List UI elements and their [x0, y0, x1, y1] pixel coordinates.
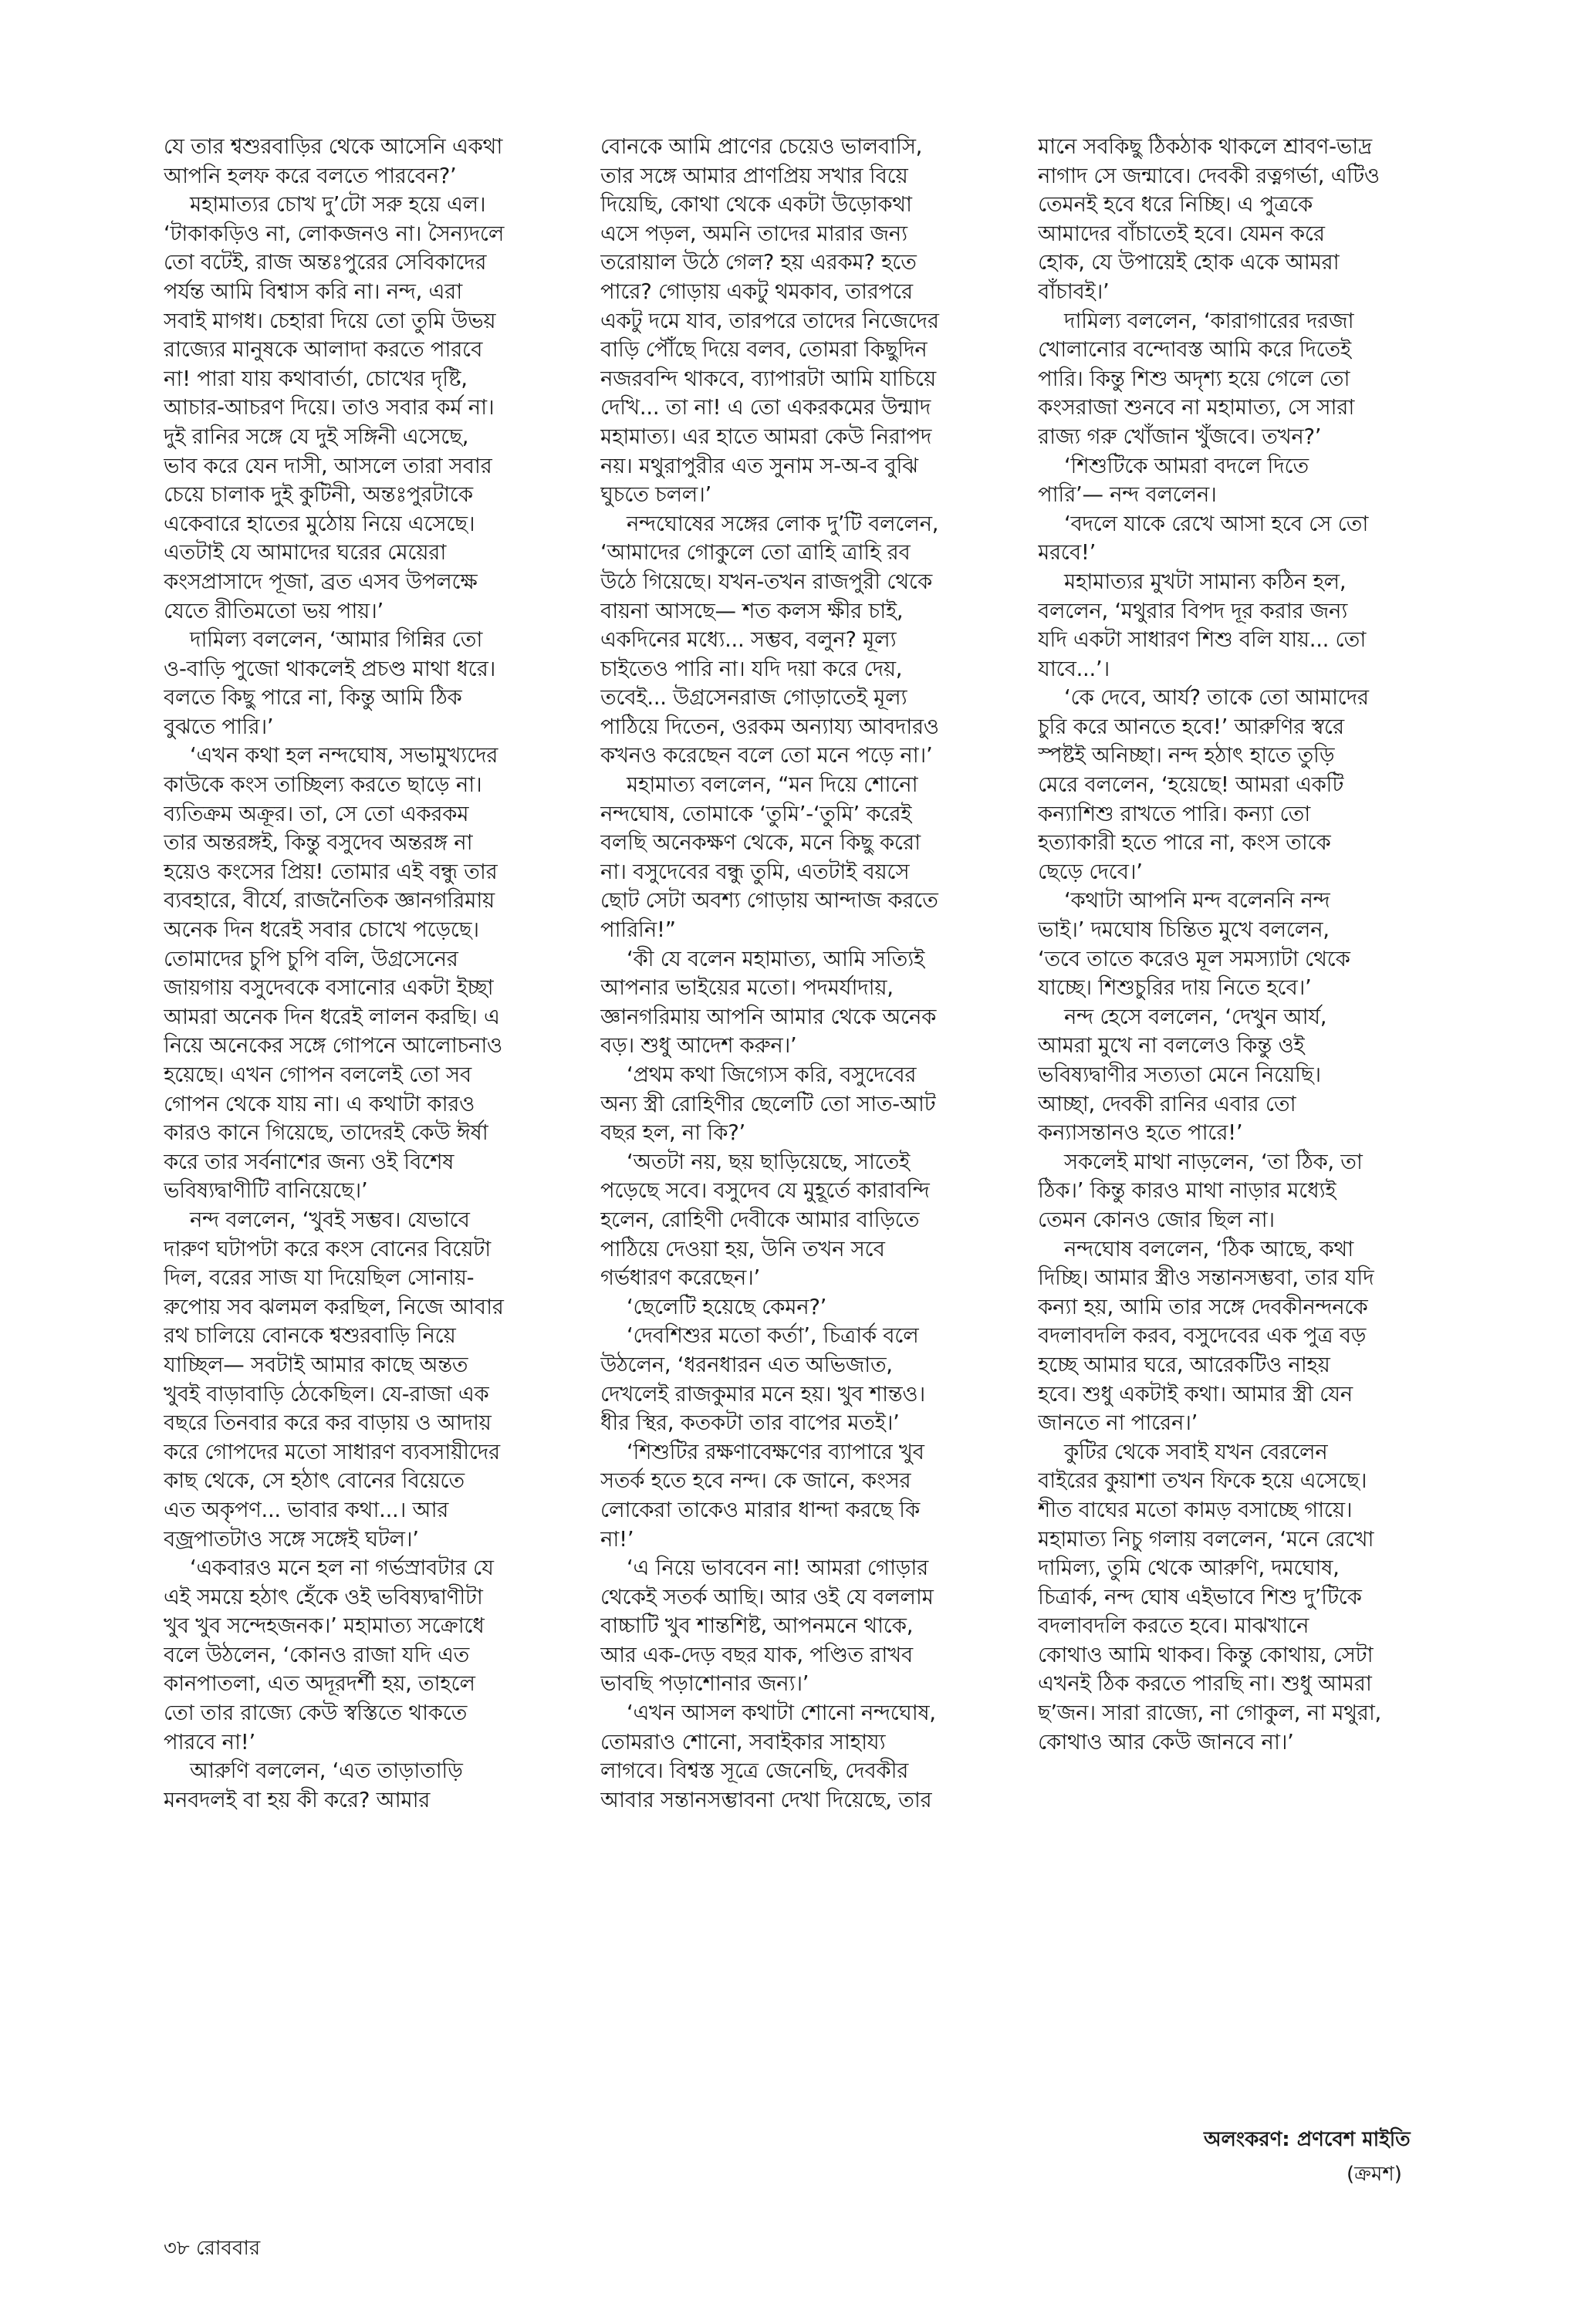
text-line: চেয়ে চালাক দুই কুটিনী, অন্তঃপুরটাকে — [164, 482, 473, 508]
text-line: বছর হল, না কি?’ — [600, 1120, 745, 1146]
text-line: তো বটেই, রাজ অন্তঃপুরের সেবিকাদের — [164, 250, 487, 275]
text-line: হচ্ছে আমার ঘরে, আরেকটিও নাহয় — [1038, 1352, 1330, 1377]
text-line: তোমাদের চুপি চুপি বলি, উগ্রসেনের — [164, 946, 458, 971]
text-line: ভাই।’ দমঘোষ চিন্তিত মুখে বললেন, — [1038, 917, 1330, 943]
text-line: ‘দেবশিশুর মতো কর্তা’, চিত্রার্ক বলে — [627, 1323, 919, 1349]
text-line: হত্যাকারী হতে পারে না, কংস তাকে — [1038, 830, 1331, 856]
text-line: এই সময়ে হঠাৎ হেঁকে ওই ভবিষ্যদ্বাণীটা — [164, 1584, 483, 1610]
text-line: ‘শিশুটির রক্ষণাবেক্ষণের ব্যাপারে খুব — [627, 1439, 924, 1464]
text-line: একেবারে হাতের মুঠোয় নিয়ে এসেছে। — [164, 511, 475, 536]
text-line: কখনও করেছেন বলে তো মনে পড়ে না।’ — [600, 743, 933, 768]
text-line: হোক, যে উপায়েই হোক একে আমরা — [1038, 250, 1340, 275]
text-line: নন্দঘোষ বললেন, ‘ঠিক আছে, কথা — [1064, 1236, 1353, 1262]
text-line: যেতে রীতিমতো ভয় পায়।’ — [164, 598, 384, 623]
text-line: হয়েও কংসের প্রিয়! তোমার এই বন্ধু তার — [164, 859, 498, 884]
text-line: দারুণ ঘটাপটা করে কংস বোনের বিয়েটা — [164, 1236, 491, 1262]
text-line: অন্য স্ত্রী রোহিণীর ছেলেটি তো সাত-আট — [600, 1091, 936, 1116]
text-line: পারি’— নন্দ বললেন। — [1038, 482, 1217, 508]
text-line: করে তার সর্বনাশের জন্য ওই বিশেষ — [164, 1149, 455, 1174]
text-line: বলতে কিছু পারে না, কিন্তু আমি ঠিক — [164, 685, 462, 711]
text-line: কন্যা হয়, আমি তার সঙ্গে দেবকীনন্দনকে — [1038, 1294, 1368, 1319]
page-folio: ৩৮ রোববার — [164, 2237, 261, 2260]
text-line: ভাব করে যেন দাসী, আসলে তারা সবার — [164, 453, 492, 478]
text-line: পাঠিয়ে দিতেন, ওরকম অন্যায্য আবদারও — [600, 714, 939, 739]
text-line: চিত্রার্ক, নন্দ ঘোষ এইভাবে শিশু দু’টিকে — [1038, 1584, 1362, 1610]
text-line: ‘এখন কথা হল নন্দঘোষ, সভামুখ্যদের — [190, 743, 498, 768]
text-line: ‘কথাটা আপনি মন্দ বলেননি নন্দ — [1064, 888, 1330, 914]
text-line: দিয়েছি, কোথা থেকে একটা উড়োকথা — [600, 192, 912, 218]
text-line: তো তার রাজ্যে কেউ স্বস্তিতে থাকতে — [164, 1701, 468, 1726]
text-line: বাঁচাবই।’ — [1038, 279, 1110, 304]
text-line: তরোয়াল উঠে গেল? হয় এরকম? হতে — [600, 250, 917, 275]
text-line: বছরে তিনবার করে কর বাড়ায় ও আদায় — [164, 1410, 492, 1436]
text-line: বদলাবদলি করব, বসুদেবের এক পুত্র বড় — [1038, 1323, 1367, 1349]
text-line: তেমনই হবে ধরে নিচ্ছি। এ পুত্রকে — [1038, 192, 1313, 218]
text-line: মহামাত্যর মুখটা সামান্য কঠিন হল, — [1064, 569, 1347, 594]
text-line: ‘তবে তাতে করেও মূল সমস্যাটা থেকে — [1038, 946, 1350, 971]
text-line: বড়। শুধু আদেশ করুন।’ — [600, 1033, 797, 1059]
text-line: ও-বাড়ি পুজো থাকলেই প্রচণ্ড মাথা ধরে। — [164, 656, 496, 681]
text-line: না! পারা যায় কথাবার্তা, চোখের দৃষ্টি, — [164, 366, 468, 391]
text-line: হবে। শুধু একটাই কথা। আমার স্ত্রী যেন — [1038, 1381, 1353, 1407]
text-line: বদলাবদলি করতে হবে। মাঝখানে — [1038, 1613, 1309, 1639]
text-line: এত অকৃপণ... ভাবার কথা...। আর — [164, 1497, 449, 1522]
text-line: লাগবে। বিশ্বস্ত সূত্রে জেনেছি, দেবকীর — [600, 1758, 909, 1784]
text-line: নন্দঘোষ, তোমাকে ‘তুমি’-‘তুমি’ করেই — [600, 801, 912, 826]
text-line: দিচ্ছি। আমার স্ত্রীও সন্তানসম্ভবা, তার যদি — [1038, 1265, 1374, 1291]
text-line: ভবিষ্যদ্বাণীটি বানিয়েছে।’ — [164, 1178, 368, 1204]
text-line: বায়না আসছে— শত কলস ক্ষীর চাই, — [600, 598, 904, 623]
text-line: ছেড়ে দেবে।’ — [1038, 859, 1143, 884]
text-line: সকলেই মাথা নাড়লেন, ‘তা ঠিক, তা — [1064, 1149, 1363, 1174]
text-line: আরুণি বললেন, ‘এত তাড়াতাড়ি — [190, 1758, 463, 1784]
text-line: অনেক দিন ধরেই সবার চোখে পড়েছে। — [164, 917, 479, 943]
text-line: তার সঙ্গে আমার প্রাণপ্রিয় সখার বিয়ে — [600, 163, 908, 188]
text-line: কন্যাসন্তানও হতে পারে!’ — [1038, 1120, 1243, 1146]
text-line: যে তার শ্বশুরবাড়ির থেকে আসেনি একথা — [164, 134, 503, 159]
text-line: রাজ্যের মানুষকে আলাদা করতে পারবে — [164, 337, 483, 363]
text-line: বজ্রপাতটাও সঙ্গে সঙ্গেই ঘটল।’ — [164, 1526, 419, 1552]
text-line: থেকেই সতর্ক আছি। আর ওই যে বললাম — [600, 1584, 934, 1610]
text-line: নন্দ বললেন, ‘খুবই সম্ভব। যেভাবে — [190, 1207, 470, 1232]
text-line: যদি একটা সাধারণ শিশু বলি যায়... তো — [1038, 627, 1366, 653]
text-column-1 — [164, 133, 627, 1815]
text-line: সতর্ক হতে হবে নন্দ। কে জানে, কংসর — [600, 1468, 911, 1494]
text-line: করে গোপদের মতো সাধারণ ব্যবসায়ীদের — [164, 1439, 500, 1464]
text-line: ‘বদলে যাকে রেখে আসা হবে সে তো — [1064, 511, 1369, 536]
text-line: পারে? গোড়ায় একটু থমকাব, তারপরে — [600, 279, 913, 304]
text-line: কন্যাশিশু রাখতে পারি। কন্যা তো — [1038, 801, 1310, 826]
text-line: বলছি অনেকক্ষণ থেকে, মনে কিছু করো — [600, 830, 921, 856]
text-line: বুঝতে পারি।’ — [164, 714, 274, 739]
text-line: দেখলেই রাজকুমার মনে হয়। খুব শান্তও। — [600, 1381, 925, 1407]
text-line: ঠিক।’ কিন্তু কারও মাথা নাড়ার মধ্যেই — [1038, 1178, 1336, 1204]
text-line: এতটাই যে আমাদের ঘরের মেয়েরা — [164, 540, 447, 566]
text-line: এসে পড়ল, অমনি তাদের মারার জন্য — [600, 221, 907, 246]
text-column-3 — [1038, 133, 1501, 1757]
text-line: কোথাও আমি থাকব। কিন্তু কোথায়, সেটা — [1038, 1642, 1374, 1667]
text-line: বাড়ি পৌঁছে দিয়ে বলব, তোমরা কিছুদিন — [600, 337, 928, 363]
text-line: মানে সবকিছু ঠিকঠাক থাকলে শ্রাবণ-ভাদ্র — [1038, 134, 1372, 159]
continued-marker: (ক্রমশ) — [1347, 2163, 1402, 2186]
text-line: স্পষ্টই অনিচ্ছা। নন্দ হঠাৎ হাতে তুড়ি — [1038, 743, 1335, 768]
text-line: ‘প্রথম কথা জিগ্যেস করি, বসুদেবের — [627, 1062, 917, 1087]
text-line: আপনার ভাইয়ের মতো। পদমর্যাদায়, — [600, 975, 894, 1001]
text-line: দামিল্য বললেন, ‘কারাগারের দরজা — [1064, 308, 1354, 333]
text-line: বাইরের কুয়াশা তখন ফিকে হয়ে এসেছে। — [1038, 1468, 1367, 1494]
text-line: বাচ্চাটি খুব শান্তশিষ্ট, আপনমনে থাকে, — [600, 1613, 914, 1639]
text-line: তোমরাও শোনো, সবাইকার সাহায্য — [600, 1729, 886, 1755]
text-line: ‘এখন আসল কথাটা শোনো নন্দঘোষ, — [627, 1701, 936, 1726]
text-line: না!’ — [600, 1526, 634, 1552]
text-line: আমাদের বাঁচাতেই হবে। যেমন করে — [1038, 221, 1325, 246]
text-line: আমরা মুখে না বললেও কিন্তু ওই — [1038, 1033, 1305, 1059]
text-line: আচ্ছা, দেবকী রানির এবার তো — [1038, 1091, 1296, 1116]
text-line: খোলানোর বন্দোবস্ত আমি করে দিতেই — [1038, 337, 1351, 363]
text-line: রুপোয় সব ঝলমল করছিল, নিজে আবার — [164, 1294, 504, 1319]
text-line: পর্যন্ত আমি বিশ্বাস করি না। নন্দ, এরা — [164, 279, 462, 304]
text-line: মহামাত্যর চোখ দু’টো সরু হয়ে এল। — [190, 192, 486, 218]
text-line: পারবে না!’ — [164, 1729, 255, 1755]
text-line: আপনি হলফ করে বলতে পারবেন?’ — [164, 163, 457, 188]
text-line: ‘শিশুটিকে আমরা বদলে দিতে — [1064, 453, 1309, 478]
text-line: ঘুচতে চলল।’ — [600, 482, 711, 508]
text-line: চুরি করে আনতে হবে!’ আরুণির স্বরে — [1038, 714, 1344, 739]
text-line: খুবই বাড়াবাড়ি ঠেকেছিল। যে-রাজা এক — [164, 1381, 489, 1407]
text-line: বললেন, ‘মথুরার বিপদ দূর করার জন্য — [1038, 598, 1348, 623]
text-line: কোথাও আর কেউ জানবে না।’ — [1038, 1729, 1294, 1755]
text-line: ধীর স্থির, কতকটা তার বাপের মতই।’ — [600, 1410, 900, 1436]
text-line: ভাবছি পড়াশোনার জন্য।’ — [600, 1671, 809, 1697]
text-line: আচার-আচরণ দিয়ে। তাও সবার কর্ম না। — [164, 395, 495, 421]
text-line: ছ’জন। সারা রাজ্যে, না গোকুল, না মথুরা, — [1038, 1701, 1381, 1726]
text-line: শীত বাঘের মতো কামড় বসাচ্ছে গায়ে। — [1038, 1497, 1353, 1522]
text-line: কারও কানে গিয়েছে, তাদেরই কেউ ঈর্ষা — [164, 1120, 488, 1146]
text-line: খুব খুব সন্দেহজনক।’ মহামাত্য সক্রোধে — [164, 1613, 485, 1639]
text-line: তার অন্তরঙ্গই, কিন্তু বসুদেব অন্তরঙ্গ না — [164, 830, 473, 856]
text-line: গোপন থেকে যায় না। এ কথাটা কারও — [164, 1091, 475, 1116]
text-line: আর এক-দেড় বছর যাক, পণ্ডিত রাখব — [600, 1642, 913, 1667]
text-line: কাউকে কংস তাচ্ছিল্য করতে ছাড়ে না। — [164, 772, 482, 798]
text-line: দামিল্য, তুমি থেকে আরুণি, দমঘোষ, — [1038, 1556, 1340, 1581]
text-line: জ্ঞানগরিমায় আপনি আমার থেকে অনেক — [600, 1004, 937, 1029]
text-line: গর্ভধারণ করেছেন।’ — [600, 1265, 760, 1291]
text-line: উঠে গিয়েছে। যখন-তখন রাজপুরী থেকে — [600, 569, 932, 594]
text-line: দুই রানির সঙ্গে যে দুই সঙ্গিনী এসেছে, — [164, 424, 469, 449]
text-line: ব্যতিক্রম অক্রূর। তা, সে তো একরকম — [164, 801, 469, 826]
text-line: মরবে!’ — [1038, 540, 1097, 566]
text-line: যাচ্ছে। শিশুচুরির দায় নিতে হবে।’ — [1038, 975, 1312, 1001]
text-line: জায়গায় বসুদেবকে বসানোর একটা ইচ্ছা — [164, 975, 494, 1001]
text-line: এখনই ঠিক করতে পারছি না। শুধু আমরা — [1038, 1671, 1372, 1697]
text-line: কংসরাজা শুনবে না মহামাত্য, সে সারা — [1038, 395, 1355, 421]
text-line: পাঠিয়ে দেওয়া হয়, উনি তখন সবে — [600, 1236, 885, 1262]
text-line: দামিল্য বললেন, ‘আমার গিন্নির তো — [190, 627, 483, 653]
text-line: কাছ থেকে, সে হঠাৎ বোনের বিয়েতে — [164, 1468, 465, 1494]
text-line: একটু দমে যাব, তারপরে তাদের নিজেদের — [600, 308, 939, 333]
text-line: নিয়ে অনেকের সঙ্গে গোপনে আলোচনাও — [164, 1033, 502, 1059]
text-line: কংসপ্রাসাদে পূজা, ব্রত এসব উপলক্ষে — [164, 569, 478, 594]
text-line: কানপাতলা, এত অদূরদর্শী হয়, তাহলে — [164, 1671, 475, 1697]
text-line: নন্দঘোষের সঙ্গের লোক দু’টি বললেন, — [627, 511, 939, 536]
text-line: না। বসুদেবের বন্ধু তুমি, এতটাই বয়সে — [600, 859, 910, 884]
text-line: ব্যবহারে, বীর্যে, রাজনৈতিক জ্ঞানগরিমায় — [164, 888, 495, 914]
text-line: বলে উঠলেন, ‘কোনও রাজা যদি এত — [164, 1642, 469, 1667]
text-line: আমরা অনেক দিন ধরেই লালন করছি। এ — [164, 1004, 500, 1029]
text-line: আবার সন্তানসম্ভাবনা দেখা দিয়েছে, তার — [600, 1787, 932, 1812]
text-line: চাইতেও পারি না। যদি দয়া করে দেয়, — [600, 656, 903, 681]
text-line: পড়েছে সবে। বসুদেব যে মুহূর্তে কারাবন্দি — [600, 1178, 930, 1204]
text-line: মনবদলই বা হয় কী করে? আমার — [164, 1787, 431, 1812]
text-line: কুটির থেকে সবাই যখন বেরলেন — [1064, 1439, 1328, 1464]
text-line: পারিনি!” — [600, 917, 676, 943]
text-line: হলেন, রোহিণী দেবীকে আমার বাড়িতে — [600, 1207, 920, 1232]
text-line: দিল, বরের সাজ যা দিয়েছিল সোনায়- — [164, 1265, 475, 1291]
text-line: জানতে না পারেন।’ — [1038, 1410, 1198, 1436]
text-line: ‘কে দেবে, আর্য? তাকে তো আমাদের — [1064, 685, 1369, 711]
text-line: একদিনের মধ্যে... সম্ভব, বলুন? মূল্য — [600, 627, 897, 653]
text-line: লোকেরা তাকেও মারার ধান্দা করছে কি — [600, 1497, 920, 1522]
text-line: সবাই মাগধ। চেহারা দিয়ে তো তুমি উভয় — [164, 308, 496, 333]
text-line: তেমন কোনও জোর ছিল না। — [1038, 1207, 1275, 1232]
text-line: রাজ্য গরু খোঁজান খুঁজবে। তখন?’ — [1038, 424, 1322, 449]
text-column-2 — [600, 133, 1063, 1815]
text-line: ‘ছেলেটি হয়েছে কেমন?’ — [627, 1294, 827, 1319]
text-line: তবেই... উগ্রসেনরাজ গোড়াতেই মূল্য — [600, 685, 907, 711]
text-line: রথ চালিয়ে বোনকে শ্বশুরবাড়ি নিয়ে — [164, 1323, 456, 1349]
text-line: ‘টাকাকড়িও না, লোকজনও না। সৈন্যদলে — [164, 221, 505, 246]
text-line: দেখি... তা না! এ তো একরকমের উন্মাদ — [600, 395, 931, 421]
text-line: মহামাত্য বললেন, “মন দিয়ে শোনো — [627, 772, 918, 798]
text-line: যাবে...’। — [1038, 656, 1110, 681]
text-line: নাগাদ সে জন্মাবে। দেবকী রত্নগর্ভা, এটিও — [1038, 163, 1380, 188]
text-line: হয়েছে। এখন গোপন বললেই তো সব — [164, 1062, 471, 1087]
text-line: ‘অতটা নয়, ছয় ছাড়িয়েছে, সাতেই — [627, 1149, 911, 1174]
text-line: নজরবন্দি থাকবে, ব্যাপারটা আমি যাচিয়ে — [600, 366, 936, 391]
text-line: বোনকে আমি প্রাণের চেয়েও ভালবাসি, — [600, 134, 923, 159]
text-line: ভবিষ্যদ্বাণীর সত্যতা মেনে নিয়েছি। — [1038, 1062, 1321, 1087]
text-line: মহামাত্য নিচু গলায় বললেন, ‘মনে রেখো — [1038, 1526, 1374, 1552]
text-line: যাচ্ছিল— সবটাই আমার কাছে অন্তত — [164, 1352, 468, 1377]
text-line: মহামাত্য। এর হাতে আমরা কেউ নিরাপদ — [600, 424, 932, 449]
text-line: ‘আমাদের গোকুলে তো ত্রাহি ত্রাহি রব — [600, 540, 911, 566]
text-line: নন্দ হেসে বললেন, ‘দেখুন আর্য, — [1064, 1004, 1327, 1029]
text-line: পারি। কিন্তু শিশু অদৃশ্য হয়ে গেলে তো — [1038, 366, 1350, 391]
text-line: উঠলেন, ‘ধরনধারন এত অভিজাত, — [600, 1352, 893, 1377]
text-line: ‘একবারও মনে হল না গর্ভস্রাবটার যে — [190, 1556, 494, 1581]
text-line: ‘কী যে বলেন মহামাত্য, আমি সত্যিই — [627, 946, 924, 971]
text-line: ‘এ নিয়ে ভাববেন না! আমরা গোড়ার — [627, 1556, 928, 1581]
text-line: নয়। মথুরাপুরীর এত সুনাম স-অ-ব বুঝি — [600, 453, 918, 478]
illustration-credit: অলংকরণ: প্রণবেশ মাইতি — [1204, 2128, 1411, 2151]
text-line: মেরে বললেন, ‘হয়েছে! আমরা একটি — [1038, 772, 1344, 798]
text-line: ছোট সেটা অবশ্য গোড়ায় আন্দাজ করতে — [600, 888, 938, 914]
